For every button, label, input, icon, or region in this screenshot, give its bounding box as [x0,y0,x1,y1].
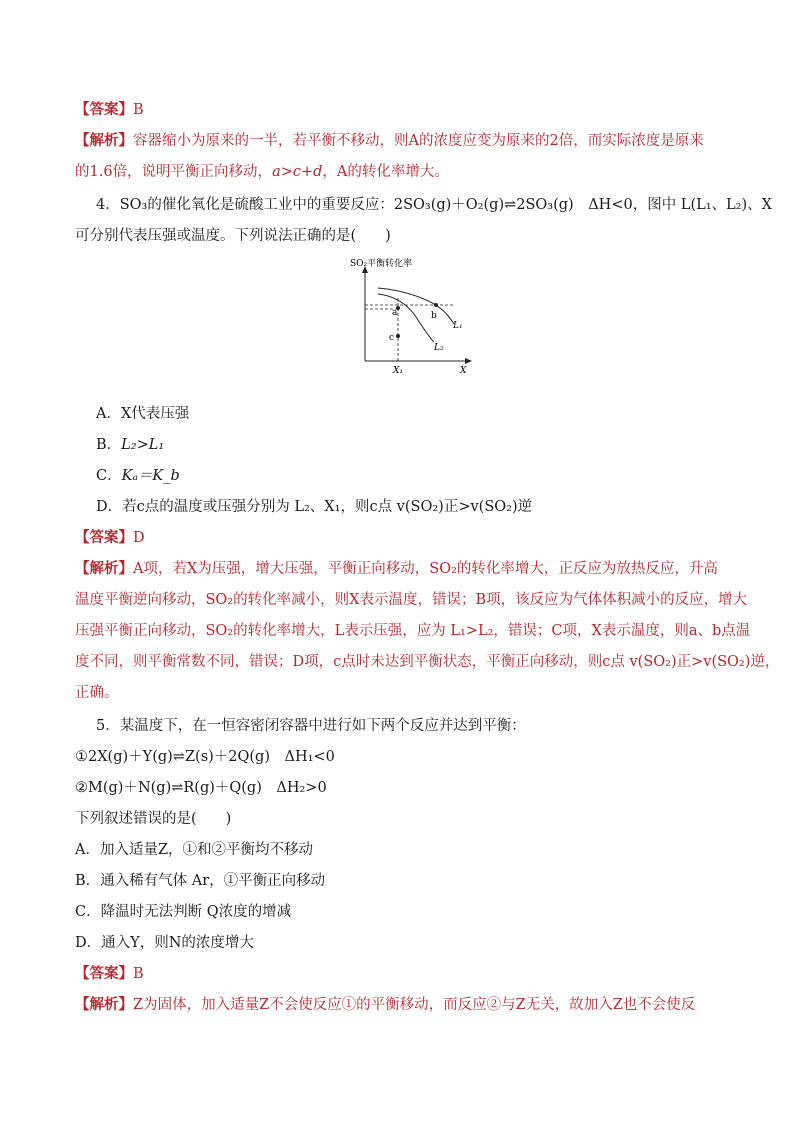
q4-analysis-line-4: 度不同，则平衡常数不同，错误；D项，c点时未达到平衡状态，平衡正向移动，则c点 v(SO₂)正>v(SO₂)逆， [75,654,780,670]
point-c [396,334,400,338]
q5-reaction-2: ②M(g)＋N(g)⇌R(g)＋Q(g) ΔH₂>0 [75,780,327,796]
curve-l2 [378,294,434,342]
q3-answer [75,100,144,120]
analysis-formula: a>c+d [272,164,323,180]
point-b-label: b [431,311,437,321]
analysis-text: 容器缩小为原来的一半，若平衡不移动，则A的浓度应变为原来的2倍，而实际浓度是原来 [133,133,704,149]
option-text: 通入稀有气体 Ar，①平衡正向移动 [100,873,326,889]
option-label: D． [75,935,102,951]
q4-analysis-line-2: 温度平衡逆向移动，SO₂的转化率减小，则X表示温度，错误；B项，该反应为气体体积减小的反应，增大 [75,592,748,608]
y-axis-label: SO₂平衡转化率 [350,259,413,269]
point-c-label: c [389,333,395,343]
point-a-label: a [392,308,398,318]
q4-option-a [96,404,189,424]
analysis-text: 的1.6倍，说明平衡正向移动， [75,164,273,180]
q5-option-b [75,871,325,891]
analysis-tag: 【解析】 [75,996,133,1013]
analysis-tag: 【解析】 [75,132,133,149]
q4-analysis-line-5: 正确。 [75,685,119,701]
curve-l1-label: L₁ [453,321,463,331]
curve-l2-label: L₂ [434,343,444,353]
q5-option-c [75,902,291,922]
q4-option-d [96,497,532,517]
option-text: 通入Y，则N的浓度增大 [101,935,254,951]
x-axis-label: X [460,366,467,376]
analysis-tag: 【解析】 [75,560,133,577]
q5-question: 下列叙述错误的是( ) [75,811,232,827]
q3-analysis-line-1 [75,131,704,151]
q5-reaction-1: ①2X(g)＋Y(g)⇌Z(s)＋2Q(g) ΔH₁<0 [75,749,335,765]
option-label: B． [96,437,122,453]
option-text: 若c点的温度或压强分别为 L₂、X₁，则c点 v(SO₂)正>v(SO₂)逆 [122,499,533,515]
answer-value: B [133,966,144,982]
point-b [434,303,438,307]
answer-tag: 【答案】 [75,101,133,118]
q5-option-d [75,933,254,953]
conversion-rate-graph [340,258,480,378]
analysis-text: ，A的转化率增大。 [322,164,449,180]
x1-label: X₁ [393,366,404,376]
option-label: B． [75,873,101,889]
option-label: C． [96,468,122,484]
q4-analysis-line-1 [75,559,718,579]
x-axis-arrow [465,358,472,364]
graph-svg [340,258,480,378]
q5-stem: 5．某温度下，在一恒容密闭容器中进行如下两个反应并达到平衡： [96,718,526,734]
q4-answer [75,528,145,548]
curve-l1 [378,288,454,324]
q5-answer [75,964,144,984]
answer-tag: 【答案】 [75,529,133,546]
q4-analysis-line-3: 压强平衡正向移动，SO₂的转化率增大，L表示压强，应为 L₁>L₂，错误；C项，X表示温度，则a、b点温 [75,623,751,639]
q4-option-c [96,466,180,486]
q4-stem-line-2: 可分别代表压强或温度。下列说法正确的是( ) [75,228,391,244]
q3-analysis-line-2 [75,162,449,182]
option-text: X代表压强 [120,406,190,422]
option-text: Kₐ＝K_b [121,468,180,484]
q4-stem-line-1: 4．SO₃的催化氧化是硫酸工业中的重要反应：2SO₃(g)＋O₂(g)⇌2SO₃(g) ΔH<0，图中 L(L₁、L₂)、X [96,197,772,213]
option-text: L₂>L₁ [121,437,165,453]
q4-option-b [96,435,164,455]
option-text: 降温时无法判断 Q浓度的增减 [100,904,292,920]
option-label: C． [75,904,101,920]
answer-tag: 【答案】 [75,965,133,982]
answer-value: D [133,530,145,546]
option-label: A． [96,406,121,422]
option-text: 加入适量Z，①和②平衡均不移动 [99,842,314,858]
option-label: D． [96,499,123,515]
analysis-text: Z为固体，加入适量Z不会使反应①的平衡移动，而反应②与Z无关，故加入Z也不会使反 [133,997,696,1013]
q5-option-a [75,840,313,860]
answer-value: B [133,102,144,118]
option-label: A． [75,842,100,858]
q5-analysis-line-1 [75,995,695,1015]
analysis-text: A项，若X为压强，增大压强，平衡正向移动，SO₂的转化率增大，正反应为放热反应，升高 [133,561,718,577]
